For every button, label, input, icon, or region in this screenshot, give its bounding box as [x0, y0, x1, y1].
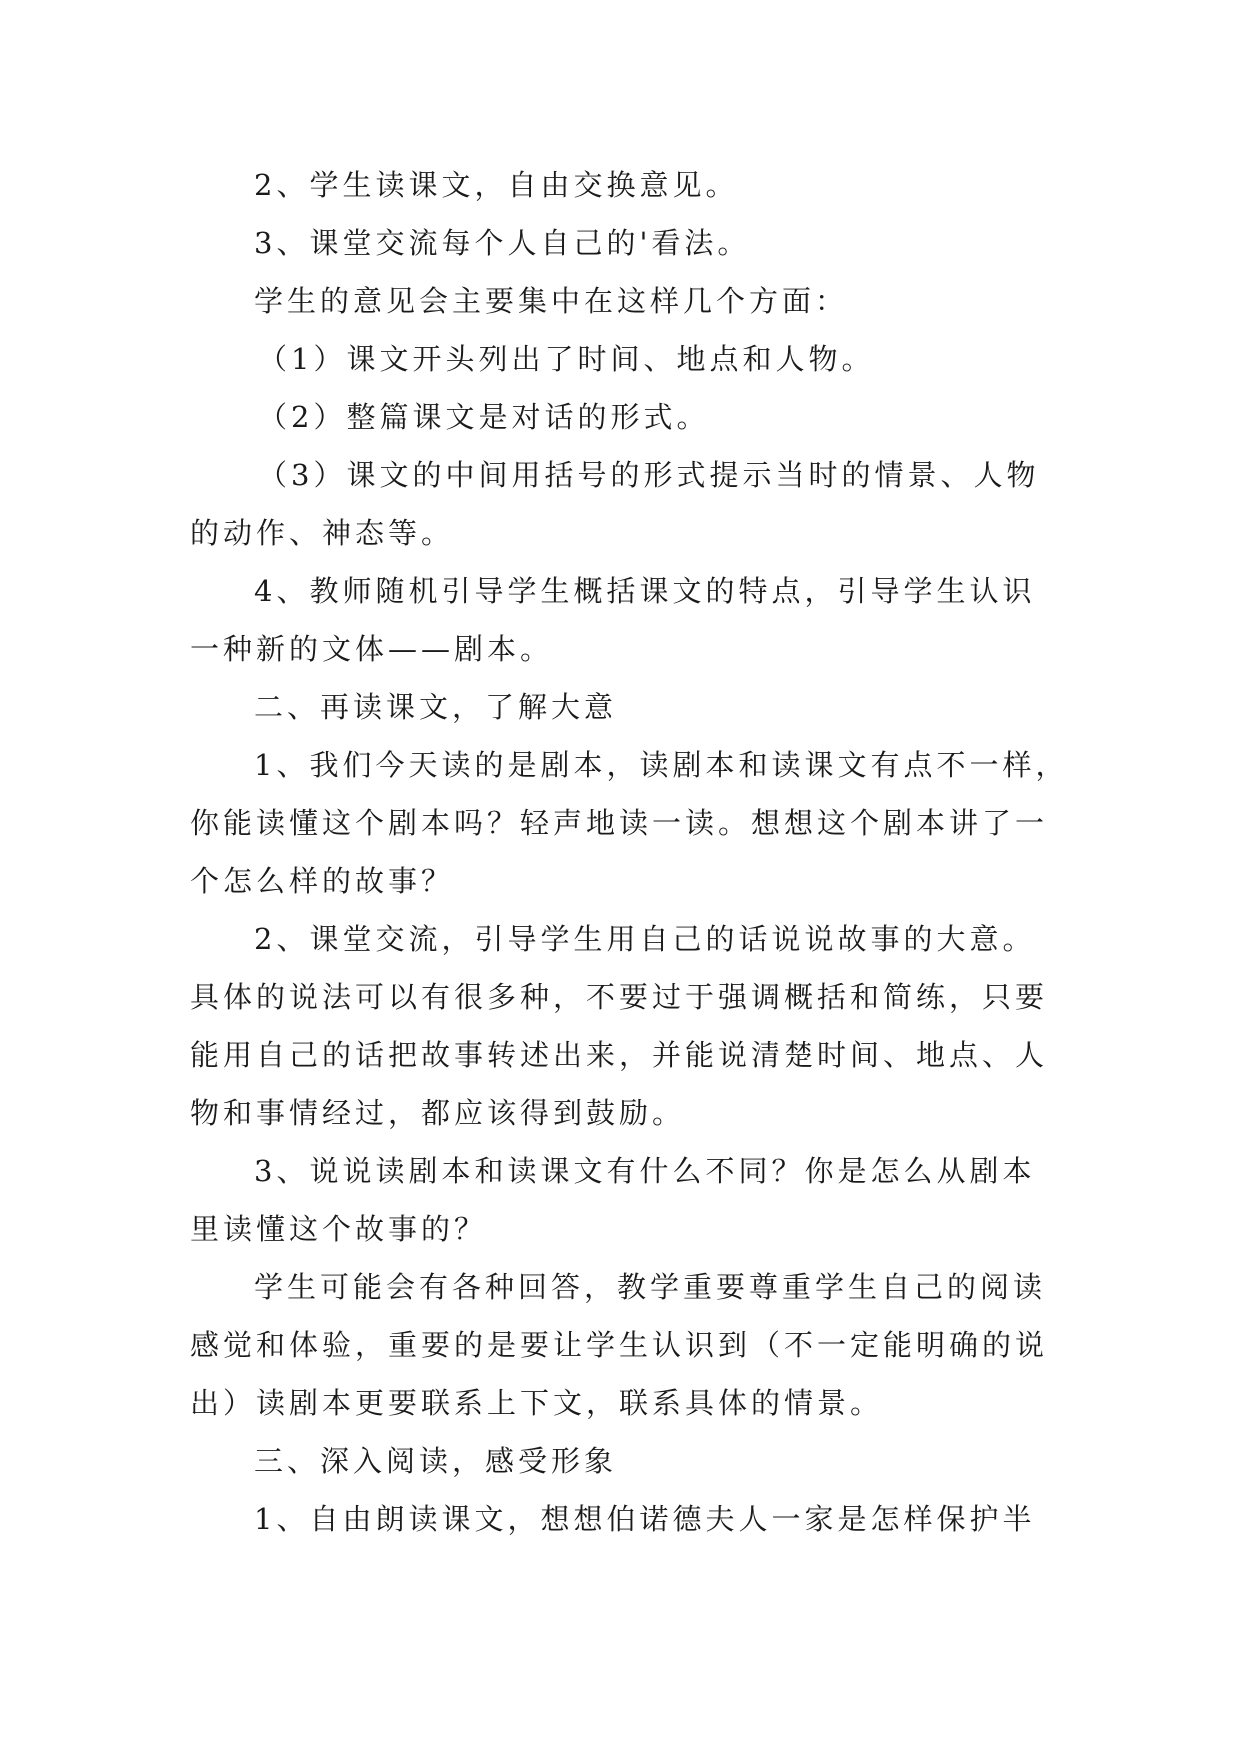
paragraph-line: 2、课堂交流，引导学生用自己的话说说故事的大意。	[254, 922, 1036, 956]
paragraph-line: 物和事情经过，都应该得到鼓励。	[190, 1096, 686, 1130]
section-heading: 二、再读课文，了解大意	[254, 690, 618, 724]
paragraph-line: 学生可能会有各种回答，教学重要尊重学生自己的阅读	[254, 1270, 1047, 1304]
list-item-line: （1）课文开头列出了时间、地点和人物。	[258, 342, 875, 376]
paragraph-line: 4、教师随机引导学生概括课文的特点，引导学生认识	[254, 574, 1036, 608]
paragraph-line: 3、课堂交流每个人自己的'看法。	[254, 226, 751, 260]
paragraph-line: 1、我们今天读的是剧本，读剧本和读课文有点不一样，	[254, 748, 1069, 782]
section-heading: 三、深入阅读，感受形象	[254, 1444, 618, 1478]
paragraph-line: 学生的意见会主要集中在这样几个方面：	[254, 284, 849, 318]
list-item-line: （3）课文的中间用括号的形式提示当时的情景、人物	[258, 458, 1040, 492]
paragraph-line: 你能读懂这个剧本吗？轻声地读一读。想想这个剧本讲了一	[190, 806, 1049, 840]
paragraph-line: 一种新的文体——剧本。	[190, 632, 554, 666]
paragraph-line: 1、自由朗读课文，想想伯诺德夫人一家是怎样保护半	[254, 1502, 1036, 1536]
paragraph-line: 个怎么样的故事？	[190, 864, 455, 898]
list-item-line: （2）整篇课文是对话的形式。	[258, 400, 710, 434]
paragraph-line: 感觉和体验，重要的是要让学生认识到（不一定能明确的说	[190, 1328, 1049, 1362]
paragraph-line: 里读懂这个故事的？	[190, 1212, 488, 1246]
paragraph-line: 2、学生读课文，自由交换意见。	[254, 168, 739, 202]
document-page	[190, 156, 1069, 1548]
paragraph-line: 的动作、神态等。	[190, 516, 455, 550]
paragraph-line: 具体的说法可以有很多种，不要过于强调概括和简练，只要	[190, 980, 1049, 1014]
paragraph-line: 3、说说读剧本和读课文有什么不同？你是怎么从剧本	[254, 1154, 1036, 1188]
paragraph-line: 出）读剧本更要联系上下文，联系具体的情景。	[190, 1386, 884, 1420]
paragraph-line: 能用自己的话把故事转述出来，并能说清楚时间、地点、人	[190, 1038, 1049, 1072]
